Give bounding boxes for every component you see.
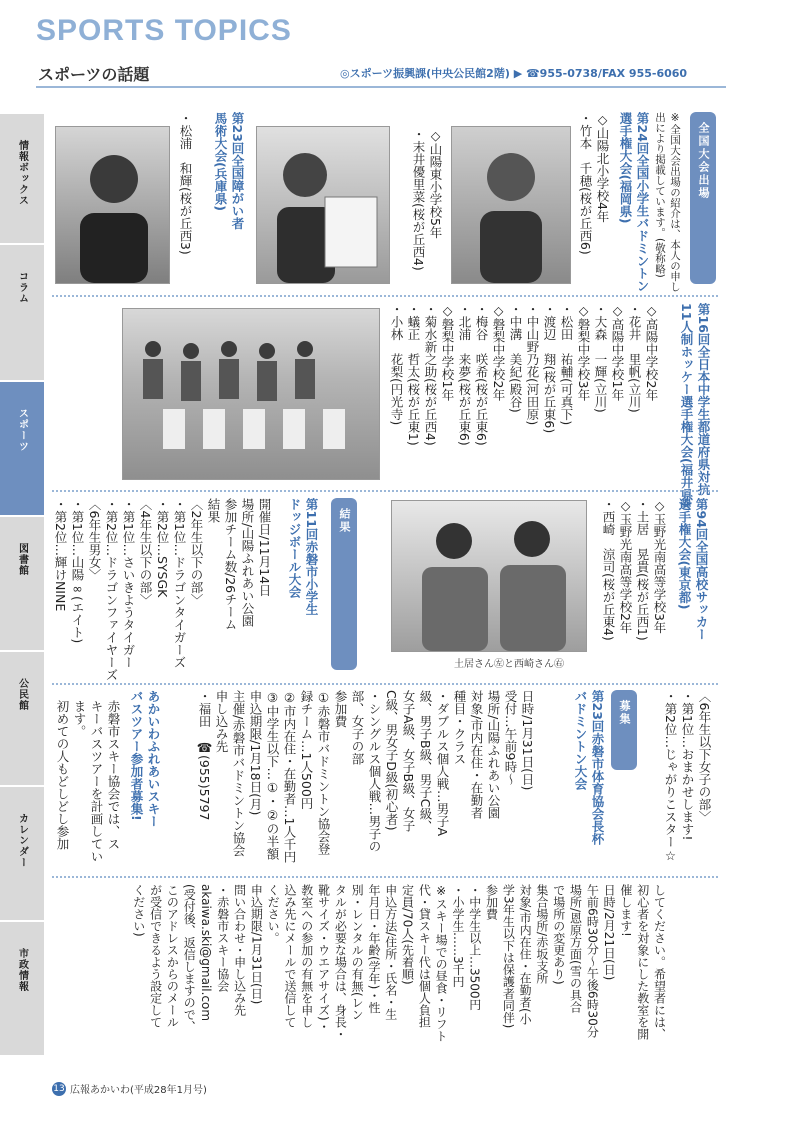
dodgeball-body: 開催日/11月14日 場所/山陽ふれあい公園 参加チーム数/26チーム 結果 〈2年生以下の部〉 ・第1位…ドラゴンタイガーズ ・第2位…SYSGK 〈4年生以下の部〉 ・第1位…さいきようタイガー ・第2位…ドラゴンファイヤーズ 〈6年生男女〉 ・第1位…山陽∞(エイト) ・第2位…輝けNINE — [53, 498, 272, 681]
person-icon — [452, 127, 570, 283]
girls-results: 〈6年生以下女子の部〉 ・第1位…おまかせします! ・第2位…じゃがりこスター☆ — [663, 690, 712, 863]
page-footer — [52, 1081, 207, 1096]
section-divider — [52, 490, 718, 492]
photo-matsuura — [55, 126, 170, 284]
ski-tour-intro: 赤磐市スキー協会では、ス キーバスツアーを計画してい ます。 初めての人もどしどし参加 — [55, 700, 121, 863]
equestrian-title: 第23回全国障がい者 馬術大会(兵庫県) — [213, 112, 245, 230]
hockey-body: ◇高陽中学校2年 ・花井 里帆(立川) ◇高陽中学校1年 ・大森 一輝(立川) ◇磐梨中学校3年 ・松田 祐輔(可真下) ・渡辺 翔(桜が丘東6) ・中山野乃花(河田原) ・中溝 美紀(殿谷) ◇磐梨中学校2年 ・梅谷 咲希(桜が丘東6) ・北浦 来夢(桜が丘東6) ◇磐梨中学校1年 ・菊水新之助(桜が丘西4) ・蟻正 哲太(桜が丘東1) ・小林 花梨(円光寺) — [389, 303, 659, 446]
section-badge-results: 結果 — [331, 498, 357, 670]
ski-tour-details: してください。希望者には、 初心者を対象にした教室を開 催します! 日時/2月21日(日) 午前6時30分〜午後6時30分 場所/恩原方面(雪の具合 で場所の変更あり) 集合場所/赤坂支所 対象/市内在住・在勤者(小 学3年生以下は保護者同伴) 参加費 ・中学生以上…3500円 ・小学生……3千円 ※スキー場での昼食・リフト 代・貸スキー代は個人負担 定員/70人(先着順) 申込方法/住所・氏名・生 年月日・年齢(学年)・性 別・レンタルの有無(レン タルが必要な場合は、身長・ 靴サイズ・ウエアサイズ)・ 教室への参加の有無を申し 込み先にメールで送信して ください。 申込期限/1月31日(日) 問い合わせ・申し込み先 ・赤磐市スキー協会 akaiwa.ski@gmail.com (受付後、返信しますので、 このアドレスからのメール が受信できるよう設定して ください) — [131, 884, 667, 1042]
tab-info-box[interactable]: 情報ボックス — [0, 114, 44, 244]
ski-tour-title: あかいわふれあいスキー バスツアー参加者募集! — [129, 690, 161, 828]
photo-hockey-team — [122, 308, 380, 480]
contact-info: ◎スポーツ振興課(中央公民館2階) ▶ ☎955-0738/FAX 955-6060 — [340, 67, 688, 80]
tab-calendar[interactable]: カレンダー — [0, 787, 44, 921]
tab-column[interactable]: コラム — [0, 245, 44, 381]
page-number: 13 — [53, 1083, 65, 1094]
equestrian-body: ・松浦 和輝(桜が丘西3) — [178, 112, 193, 255]
person-icon — [257, 127, 389, 283]
team-photo-icon — [123, 309, 379, 479]
badminton-city-body: 日時/1月31日(日) 受付…午前9時〜 場所/山陽ふれあい公園 対象/市内在住・在勤者 種目・クラス ・ダブルス個人戦…男子A 級、男子B級、男子C級、 女子A級、女子B級、女子 C級、男女子D級(初心者) ・シングルス個人戦…男子の 部、女子の部 参加費 ①赤磐市バドミントン協会登 録チーム…1人500円 ②市内在住・在勤者…1人千円 ③中学生以下…①・②の半額 申込期限/1月18日(月) 主催/赤磐市バドミントン協会 申し込み先 ・福田 ☎(955)5797 — [197, 690, 535, 863]
section-badge-recruit: 募集 — [611, 690, 637, 770]
tab-library[interactable]: 図書館 — [0, 517, 44, 651]
publication-name: 広報あかいわ(平成28年1月号) — [70, 1085, 207, 1096]
badminton-national-body: ◇山陽北小学校4年 ・竹本 千穂(桜が丘西6) — [578, 112, 610, 255]
note-text: ※全国大会出場の紹介は、本人の申し 出により掲載しています。(敬称略) — [654, 112, 681, 292]
photo-soccer-players — [391, 500, 587, 652]
photo-sue — [256, 126, 390, 284]
tab-community-center[interactable]: 公民館 — [0, 652, 44, 786]
section-divider — [52, 683, 718, 685]
tab-city-info[interactable]: 市政情報 — [0, 922, 44, 1056]
section-badge-national: 全国大会出場 — [690, 112, 716, 284]
soccer-body: ◇玉野光南高等学校3年 ・土居 晃貴(桜が丘西1) ◇玉野光南高等学校2年 ・西崎 涼司(桜が丘東4) — [601, 498, 667, 641]
hockey-title: 第16回全日本中学生都道府県対抗 11人制ホッケー選手権大会(福井県) — [679, 303, 711, 507]
page-subtitle: スポーツの話題 — [38, 65, 150, 84]
players-icon — [392, 501, 586, 651]
sidebar — [0, 114, 44, 1104]
person-icon — [56, 127, 169, 283]
section-divider — [52, 295, 718, 297]
badminton-city-title: 第23回赤磐市体育協会長杯 バドミントン大会 — [573, 690, 605, 845]
soccer-title: 第94回全国高校サッカー 選手権大会(東京都) — [677, 498, 709, 641]
badminton-national-body-2: ◇山陽東小学校5年 ・末井優里菜(桜が丘西4) — [411, 128, 443, 271]
tab-sports[interactable]: スポーツ — [0, 382, 44, 516]
badminton-national-title: 第24回全国小学生バドミントン 選手権大会(福岡県) — [618, 112, 650, 292]
dodgeball-title: 第11回赤磐市小学生 ドッジボール大会 — [287, 498, 319, 616]
section-divider — [52, 876, 718, 878]
page-title: SPORTS TOPICS — [36, 14, 292, 47]
header-divider — [36, 86, 726, 88]
photo-caption: 土居さん㊧と西崎さん㊨ — [454, 659, 564, 670]
photo-takemoto — [451, 126, 571, 284]
